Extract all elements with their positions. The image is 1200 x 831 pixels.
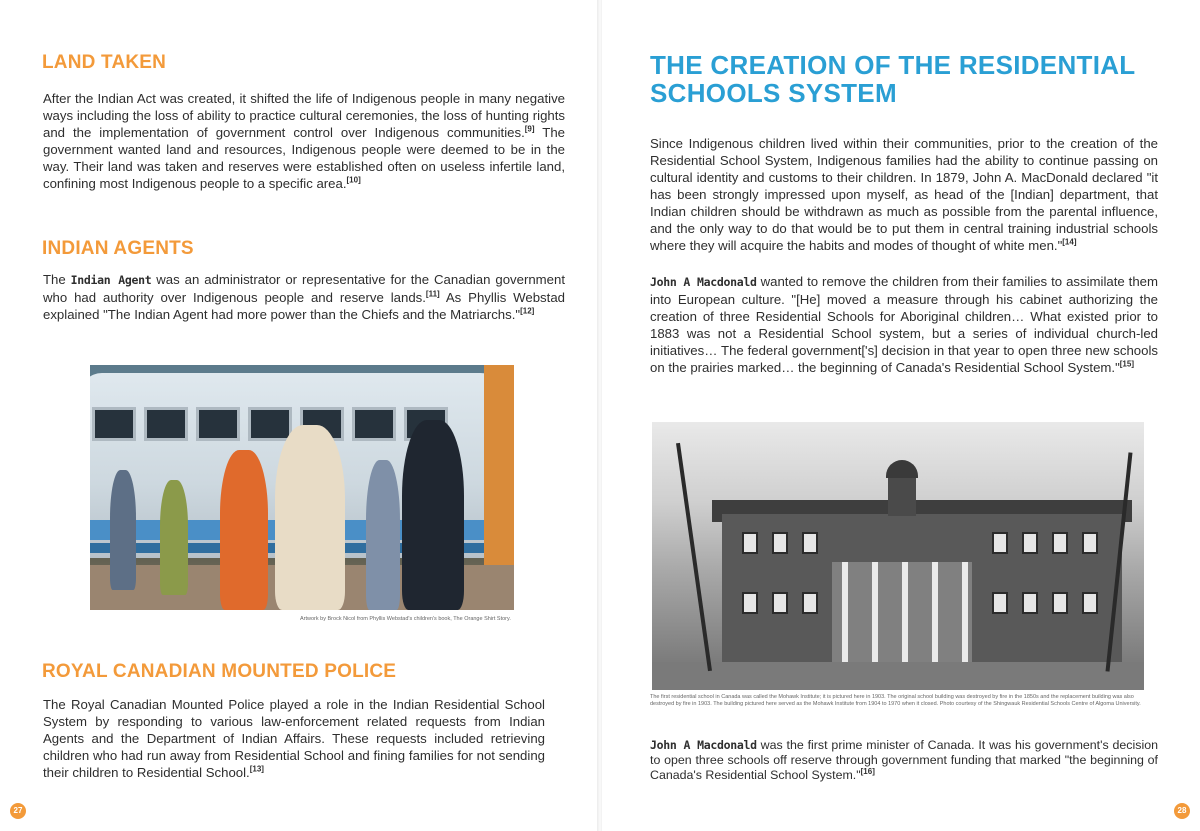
girl-orange-shirt-figure <box>220 450 268 610</box>
creation-para-2: John A Macdonald wanted to remove the children from their families to assimilate them into European culture. "[He] moved a measure through his cabinet authorizing the creation of three Residential Schools for Aboriginal children… What existed prior to 1883 was not a Residential School system, but a series of individual church-led initiatives… The federal government['s] decision in that year to open three new schools on the prairies marked… the beginning of Canada's Residential School System."[15] <box>650 274 1158 375</box>
cupola <box>886 460 918 478</box>
land-taken-text: After the Indian Act was created, it shifted the life of Indigenous people in many negative ways including the loss of ability to practice cultural ceremonies, the loss of hunting rights and the implementation of government control over Indigenous communities.[9] The government wanted land and resources, Indigenous people were deemed to be in the way. Their land was taken and reserves were established often on useless infertile land, confining most Indigenous people to a specific area.[10] <box>43 91 565 191</box>
woman-figure <box>275 425 345 610</box>
artwork-caption: Artwork by Brock Nicol from Phyllis Webstad's children's book, The Orange Shirt Story. <box>300 616 511 622</box>
creation-para-1: Since Indigenous children lived within their communities, prior to the creation of the Residential School System, Indigenous families had the ability to continue passing on cultural identity and customs to their children. In 1879, John A. MacDonald declared "it has been strongly impressed upon myself, as head of the [Indian] department, that Indian children should be withdrawn as much as possible from the parental influence, and the only way to do that would be to put them in central training industrial schools where they will acquire the habits and modes of thought of white men."[14] <box>650 136 1158 253</box>
footnote-ref: [13] <box>249 764 264 774</box>
indian-agents-heading: INDIAN AGENTS <box>42 238 194 259</box>
page-number: 27 <box>10 803 26 819</box>
rcmp-heading: ROYAL CANADIAN MOUNTED POLICE <box>42 661 397 682</box>
footnote-ref: [15] <box>1119 359 1134 369</box>
page-title: THE CREATION OF THE RESIDENTIAL SCHOOLS SYSTEM <box>650 50 1136 108</box>
rcmp-text: The Royal Canadian Mounted Police played a role in the Indian Residential School System by responding to various law-enforcement related requests from Indian Agents and the Department of Indian Affairs. These requests included retrieving children who had run away from Residential School and fining families for not sending their children to Residential School.[13] <box>43 697 545 780</box>
indian-agent-figure <box>402 420 464 610</box>
photo-caption: The first residential school in Canada was called the Mohawk Institute; it is pictured here in 1903. The original school building was destroyed by fire in the 1850s and the replacement building was also destroyed by fire in 1903. The building pictured here served as the Mohawk Institute from 1904 to 1970 when it closed. Photo courtesy of the Shingwauk Residential Schools Centre of Algoma University. <box>650 694 1141 707</box>
footnote-ref: [9] <box>524 124 535 134</box>
child-backpack-figure <box>366 460 400 610</box>
child-figure <box>160 480 188 595</box>
indian-agents-text: The Indian Agent was an administrator or representative for the Canadian government who had authority over Indigenous people and reserve lands.[11] As Phyllis Webstad explained "The Indian Agent had more power than the Chiefs and the Matriarchs."[12] <box>43 272 566 322</box>
creation-para-3: John A Macdonald was the first prime minister of Canada. It was his government's decision to open three schools off reserve through government funding that marked "the beginning of Canada's Residential School System."[16] <box>650 738 1158 782</box>
land-taken-heading: LAND TAKEN <box>42 52 167 73</box>
child-figure <box>110 470 136 590</box>
footnote-ref: [12] <box>520 306 535 316</box>
footnote-ref: [16] <box>860 766 875 776</box>
right-page <box>602 0 1200 831</box>
footnote-ref: [14] <box>1062 237 1077 247</box>
mohawk-institute-photo <box>652 422 1144 690</box>
page-number: 28 <box>1174 803 1190 819</box>
orange-shirt-artwork <box>90 365 514 610</box>
footnote-ref: [11] <box>425 289 440 299</box>
tree-trunk <box>676 443 712 671</box>
footnote-ref: [10] <box>346 175 361 185</box>
